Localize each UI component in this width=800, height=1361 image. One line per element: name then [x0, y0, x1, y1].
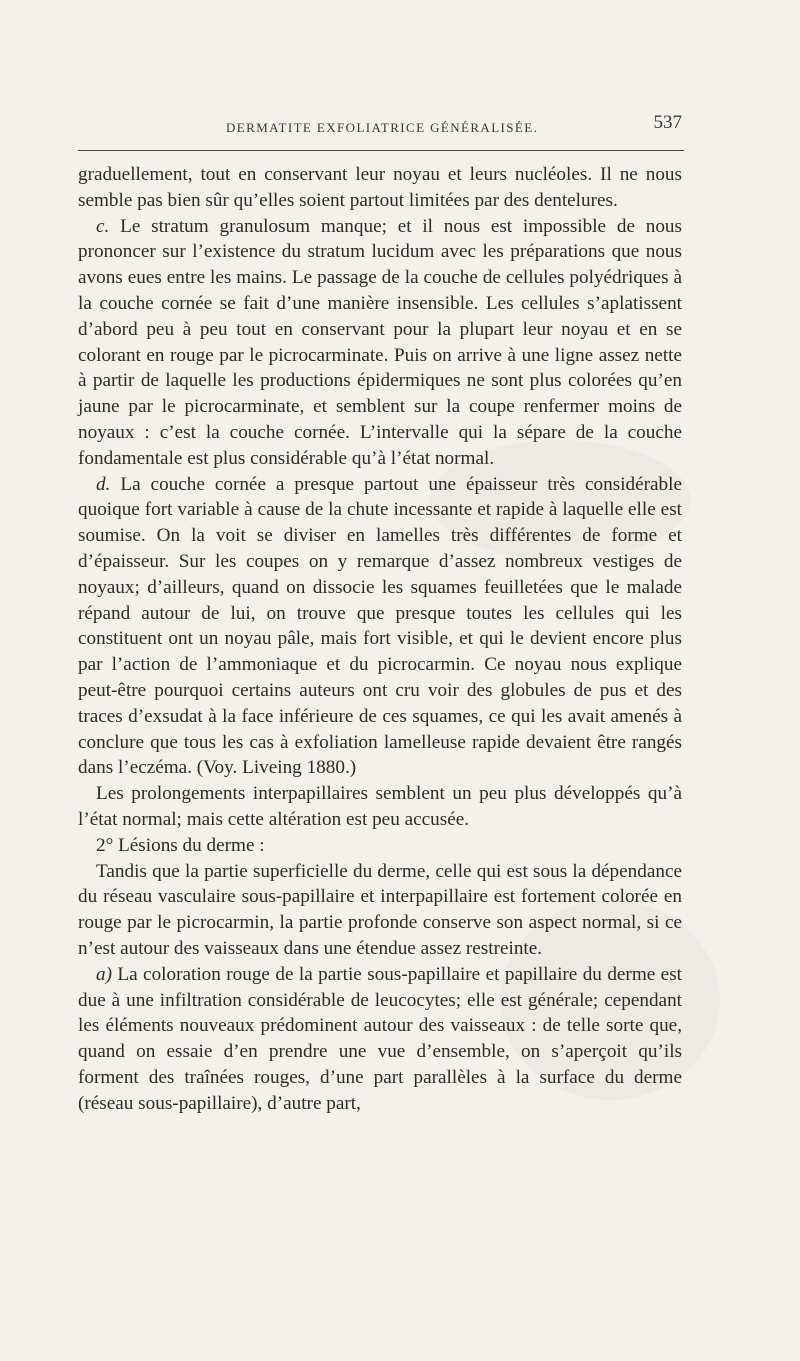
paragraph-text: La couche cornée a presque partout une épaisseur très considérable quoique fort variable à cause de la chute incessante et rapide à laquelle elle est soumise. On la voit se diviser en lamelles très différentes de forme et d’épaisseur. Sur les coupes on y remarque d’assez nombreux vestiges de noyaux; d’ailleurs, quand on dissocie les squames feuilletées que le malade répand autour de lui, on trouve que presque toutes les cellules qui les constituent ont un noyau pâle, mais fort visible, et qui le devient encore plus par l’action de l’ammoniaque et du picrocarmin. Ce noyau nous explique peut-être pourquoi certains auteurs ont cru voir des globules de pus et des traces d’exsudat à la face inférieure de ces squames, ce qui les avait amenés à conclure que tous les cas à exfoliation lamelleuse rapide devaient être rangés dans l’eczéma. (Voy. Liveing 1880.): [78, 473, 682, 779]
paragraph-text: Le stratum granulosum manque; et il nous est impossible de nous prononcer sur l’existence du stratum lucidum avec les préparations que nous avons eues entre les mains. Le passage de la couche de cellules polyédriques à la couche cornée se fait d’une manière insensible. Les cellules s’aplatissent d’abord peu à peu tout en conservant pour la plupart leur noyau et en se colorant en rouge par le picrocarminate. Puis on arrive à une ligne assez nette à partir de laquelle les productions épidermiques ne sont plus colorées qu’en jaune par le picrocarminate, et semblent sur la coupe renfermer moins de noyaux : c’est la couche cornée. L’intervalle qui la sépare de la couche fondamentale est plus considérable qu’à l’état normal.: [78, 215, 682, 469]
header-rule: [78, 150, 684, 151]
section-heading: [78, 833, 682, 859]
paragraph-text: 2° Lésions du derme :: [96, 834, 265, 856]
paragraph: [78, 214, 682, 472]
paragraph-marker: a): [96, 963, 112, 985]
paragraph-marker: c.: [96, 215, 110, 237]
running-title: DERMATITE EXFOLIATRICE GÉNÉRALISÉE.: [226, 120, 539, 135]
paragraph: [78, 859, 682, 962]
paragraph-text: La coloration rouge de la partie sous-papillaire et papillaire du derme est due à une infiltration considérable de leucocytes; elle est générale; cependant les éléments nouveaux prédominent autour des vaisseaux : de telle sorte que, quand on essaie d’en prendre une vue d’ensemble, on s’aperçoit qu’ils forment des traînées rouges, d’une part parallèles à la surface du derme (réseau sous-papillaire), d’autre part,: [78, 963, 682, 1114]
paragraph-text: graduellement, tout en conservant leur noyau et leurs nucléoles. Il ne nous semble pas bien sûr qu’elles soient partout limitées par des dentelures.: [78, 164, 682, 211]
body-text: [78, 162, 682, 1116]
paragraph: [78, 962, 682, 1117]
paragraph: [78, 781, 682, 833]
page-header: [78, 112, 682, 142]
paragraph: [78, 472, 682, 782]
paragraph-text: Les prolongements interpapillaires semblent un peu plus développés qu’à l’état normal; mais cette altération est peu accusée.: [78, 783, 682, 830]
paragraph: [78, 162, 682, 214]
paragraph-marker: d.: [96, 473, 111, 495]
paragraph-text: Tandis que la partie superficielle du derme, celle qui est sous la dépendance du réseau vasculaire sous-papillaire et interpapillaire est fortement colorée en rouge par le picrocarmin, la partie profonde conserve son aspect normal, si ce n’est autour des vaisseaux dans une étendue assez restreinte.: [78, 860, 682, 959]
page-number: 537: [653, 112, 682, 133]
